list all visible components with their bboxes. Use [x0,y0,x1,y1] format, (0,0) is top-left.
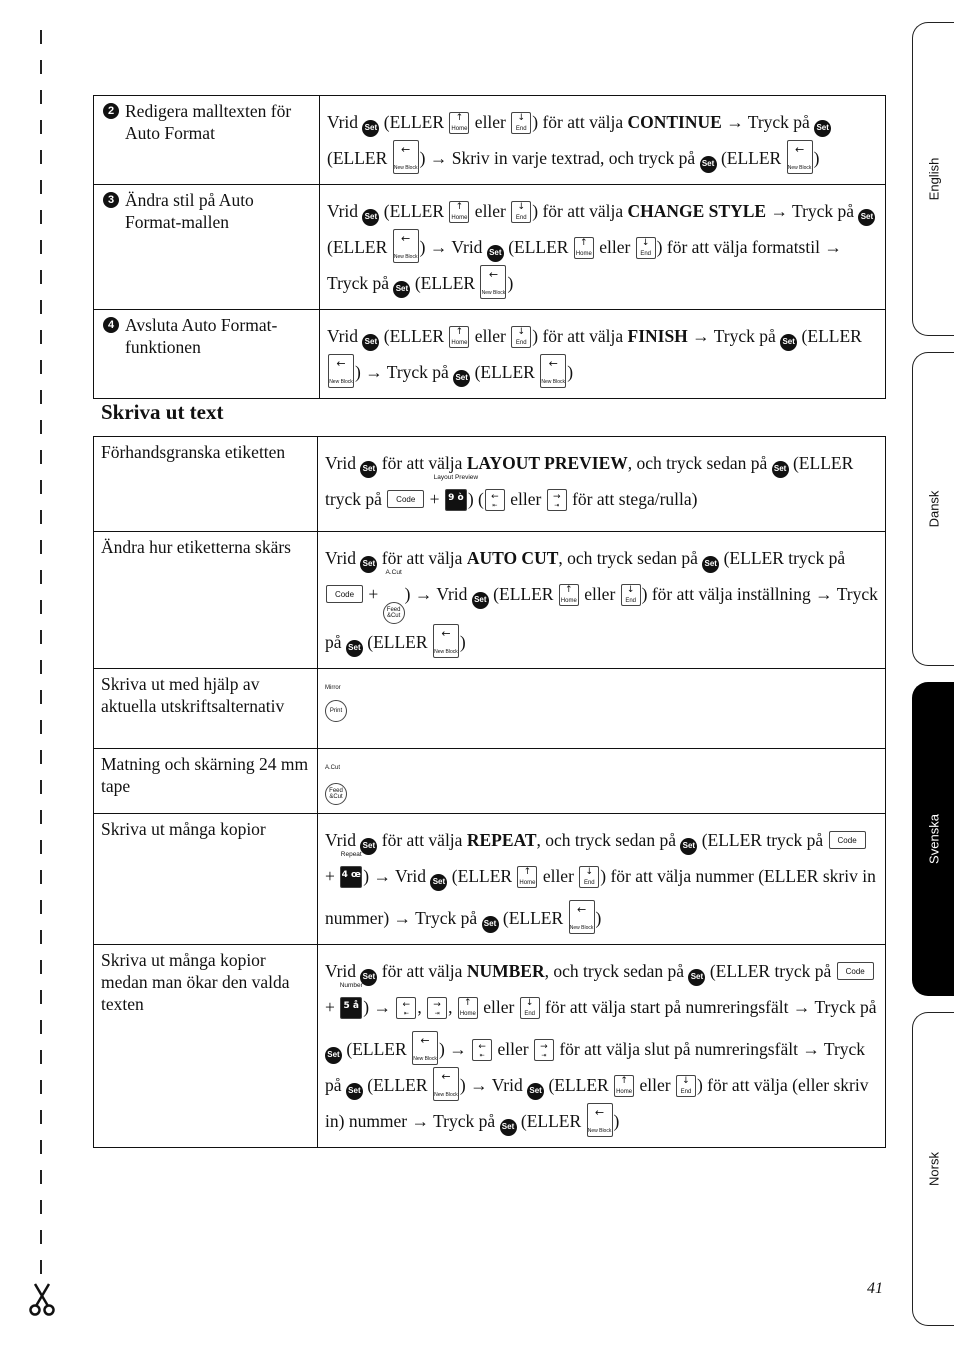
set-key-icon: Set [688,969,705,986]
step-label: Redigera malltexten för Auto Format [125,101,292,143]
instruction-cell: Vrid Set för att välja NUMBER, och tryck sedan på Set (ELLER tryck på Code + Number 5 å ) → ← ⇤ , → ⇥ , ↑ Home eller ↓ End för att välja start på numreringsfält → Tryck på Set (ELLER ← New Block ) → ← ⇤ eller → ⇥ för att välja slut på numreringsfält → Tryck på Set (ELLER ← New Block ) → Vrid Set (ELLER ↑ Home eller ↓ End ) för att välja (eller skriv in) nummer → Tryck på Set (ELLER ← New Block ) [318,945,886,1148]
set-key-icon: Set [780,334,797,351]
step-label: Ändra stil på Auto Format-mallen [125,190,254,232]
right-arrow-key-icon: → ⇥ [534,1039,554,1061]
five-key-icon: 5 å [340,997,362,1019]
end-key-icon: ↓ End [511,112,531,134]
instruction-cell: Mirror Print [318,669,886,749]
auto-format-table [93,95,886,399]
table-row [94,749,886,814]
table-row [94,310,886,399]
end-key-icon: ↓ End [676,1075,696,1097]
table-row [94,945,886,1148]
row-label: Förhandsgranska etiketten [94,437,318,532]
new-block-key-icon: ← New Block [433,1067,459,1101]
set-key-icon: Set [772,461,789,478]
set-key-icon: Set [362,209,379,226]
tab-svenska[interactable] [912,682,954,996]
set-key-icon: Set [472,592,489,609]
set-key-icon: Set [360,969,377,986]
four-key-icon: 4 œ [340,866,362,888]
row-label: Matning och skärning 24 mm tape [94,749,318,814]
print-text-table [93,436,886,1148]
set-key-icon: Set [360,838,377,855]
home-key-icon: ↑ Home [616,1076,633,1095]
set-key-icon: Set [700,156,717,173]
table-row [94,669,886,749]
table-row [94,814,886,945]
home-key-icon: ↑ Home [451,327,468,346]
step-number: 2 [103,103,119,119]
section-heading: Skriva ut text [101,400,224,424]
set-key-icon: Set [500,1119,517,1136]
set-key-icon: Set [360,461,377,478]
home-key-icon: ↑ Home [451,202,468,221]
table-row [94,532,886,669]
set-key-icon: Set [858,209,875,226]
end-key-icon: ↓ End [520,997,540,1019]
page-number: 41 [867,1280,883,1297]
instruction-cell: Vrid Set (ELLER ↑ Home eller ↓ End ) för att välja CONTINUE → Tryck på Set (ELLER ← New Block ) → Skriv in varje textrad, och tryck på Set (ELLER ← New Block ) [320,96,886,185]
nine-key-icon: 9 ò [445,489,467,511]
new-block-key-icon: ← New Block [480,265,506,299]
feed-cut-key-icon: Feed &Cut [383,602,405,624]
left-arrow-key-icon: ← ⇤ [396,997,416,1019]
set-key-icon: Set [702,556,719,573]
set-key-icon: Set [325,1047,342,1064]
code-key-icon: Code [387,490,424,508]
step-number: 3 [103,192,119,208]
home-key-icon: ↑ Home [560,585,577,604]
right-arrow-key-icon: → ⇥ [427,997,447,1019]
end-key-icon: ↓ End [636,237,656,259]
code-key-icon: Code [829,831,866,849]
language-tabs [910,0,954,1348]
set-key-icon: Set [680,838,697,855]
set-key-icon: Set [814,120,831,137]
new-block-key-icon: ← New Block [393,140,419,174]
end-key-icon: ↓ End [511,201,531,223]
set-key-icon: Set [393,281,410,298]
instruction-cell: Vrid Set (ELLER ↑ Home eller ↓ End ) för att välja CHANGE STYLE → Tryck på Set (ELLER ← New Block ) → Vrid Set (ELLER ↑ Home eller ↓ End ) för att välja formatstil → Tryck på Set (ELLER ← New Block ) [320,185,886,310]
print-key-icon: Print [325,700,347,722]
new-block-key-icon: ← New Block [569,900,595,934]
set-key-icon: Set [360,556,377,573]
new-block-key-icon: ← New Block [540,354,566,388]
code-key-icon: Code [837,962,874,980]
left-arrow-key-icon: ← ⇤ [472,1039,492,1061]
end-key-icon: ↓ End [579,866,599,888]
set-key-icon: Set [430,874,447,891]
left-arrow-key-icon: ← ⇤ [485,489,505,511]
home-key-icon: ↑ Home [451,113,468,132]
instruction-cell: A.Cut Feed &Cut [318,749,886,814]
row-label: Ändra hur etiketterna skärs [94,532,318,669]
row-label: Skriva ut många kopior medan man ökar den valda texten [94,945,318,1148]
set-key-icon: Set [362,334,379,351]
step-label: Avsluta Auto Format-funktionen [125,315,278,357]
table-row [94,437,886,532]
tab-english-label: English [926,157,941,201]
tab-norsk-label: Norsk [926,1152,941,1186]
step-number: 4 [103,317,119,333]
set-key-icon: Set [487,245,504,262]
new-block-key-icon: ← New Block [433,624,459,658]
set-key-icon: Set [453,370,470,387]
table-row [94,185,886,310]
end-key-icon: ↓ End [511,326,531,348]
set-key-icon: Set [482,916,499,933]
instruction-cell: Vrid Set för att välja REPEAT, och tryck sedan på Set (ELLER tryck på Code + Repeat 4 œ ) → Vrid Set (ELLER ↑ Home eller ↓ End ) för att välja nummer (ELLER skriv in nummer) → Tryck på Set (ELLER ← New Block ) [318,814,886,945]
set-key-icon: Set [527,1083,544,1100]
home-key-icon: ↑ Home [459,998,476,1017]
new-block-key-icon: ← New Block [328,354,354,388]
instruction-cell: Vrid Set för att välja LAYOUT PREVIEW, och tryck sedan på Set (ELLER tryck på Code + Layout Preview 9 ò ) ( ← ⇤ eller → ⇥ för att stega/rulla) [318,437,886,532]
feed-cut-key-icon: Feed &Cut [325,783,347,805]
tab-dansk-label: Dansk [926,490,941,528]
tab-dansk[interactable] [912,352,954,666]
new-block-key-icon: ← New Block [412,1031,438,1065]
table-row [94,96,886,185]
instruction-cell: Vrid Set (ELLER ↑ Home eller ↓ End ) för att välja FINISH → Tryck på Set (ELLER ← New Block ) → Tryck på Set (ELLER ← New Block ) [320,310,886,399]
code-key-icon: Code [326,585,363,603]
tab-english[interactable] [912,22,954,336]
right-arrow-key-icon: → ⇥ [547,489,567,511]
end-key-icon: ↓ End [621,584,641,606]
scissors-icon [29,1282,55,1316]
set-key-icon: Set [362,120,379,137]
row-label: Skriva ut med hjälp av aktuella utskriftsalternativ [94,669,318,749]
home-key-icon: ↑ Home [519,867,536,886]
new-block-key-icon: ← New Block [393,229,419,263]
instruction-cell: Vrid Set för att välja AUTO CUT, och tryck sedan på Set (ELLER tryck på Code + A.Cut Feed &Cut) → Vrid Set (ELLER ↑ Home eller ↓ End ) för att välja inställning → Tryck på Set (ELLER ← New Block ) [318,532,886,669]
set-key-icon: Set [346,640,363,657]
new-block-key-icon: ← New Block [587,1103,613,1137]
new-block-key-icon: ← New Block [787,140,813,174]
tab-norsk[interactable] [912,1012,954,1326]
home-key-icon: ↑ Home [575,238,592,257]
set-key-icon: Set [346,1083,363,1100]
tab-svenska-label: Svenska [926,814,941,864]
cut-line [40,30,42,1280]
row-label: Skriva ut många kopior [94,814,318,945]
